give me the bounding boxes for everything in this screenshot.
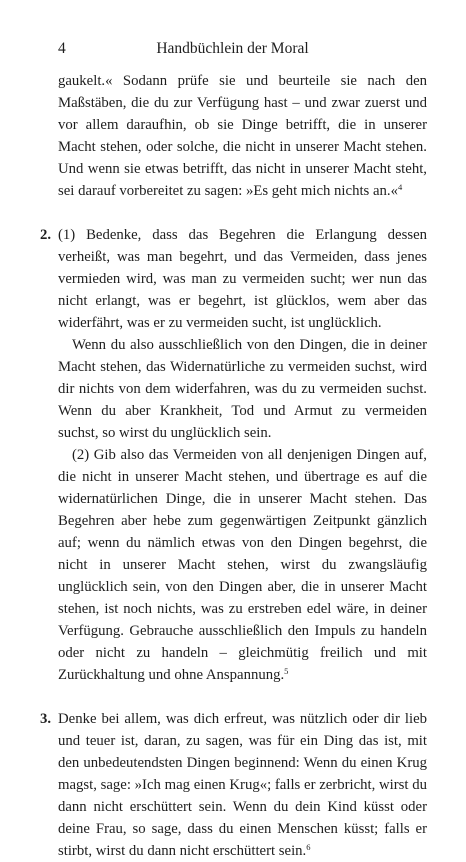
intro-paragraph <box>58 70 427 202</box>
section-number-2: 2. <box>40 227 52 243</box>
section-2-paragraph-3 <box>58 444 427 686</box>
footnote-ref-5[interactable]: 5 <box>284 666 289 676</box>
section-3 <box>40 708 427 862</box>
footnote-ref-6[interactable]: 6 <box>306 842 311 852</box>
section-2-paragraph-1: (1) Bedenke, dass das Begehren die Erlangung dessen verheißt, was man begehrt, und das Vermeiden, dass jenes vermieden wird, was man zu vermeiden sucht; wer nun das nicht erlangt, was er begehrt, ist glücklos, wem aber das widerfährt, was er zu vermeiden sucht, ist unglücklich. <box>58 227 427 331</box>
intro-text: gaukelt.« Sodann prüfe sie und beurteile sie nach den Maßstäben, die du zur Verfügung hast – und zwar zuerst und vor allem daraufhin, ob sie Dinge betrifft, die in unserer Macht stehen, oder solche, die nicht in unserer Macht stehen. Und wenn sie etwas betrifft, das nicht in unserer Macht steht, sei darauf vorbereitet zu sagen: »Es geht mich nichts an.« <box>58 73 427 199</box>
section-2 <box>40 224 427 686</box>
footnote-ref-4[interactable]: 4 <box>397 182 403 192</box>
page-header <box>38 40 427 60</box>
page-body <box>40 70 427 862</box>
section-3-paragraph-1-text: Denke bei allem, was dich erfreut, was nützlich oder dir lieb und teuer ist, daran, zu sagen, was für ein Ding das ist, mit den unbedeutendsten Dingen beginnend: Wenn du einen Krug magst, sage: »Ich mag einen Krug«; falls er zerbricht, wirst du dann nicht erschüttert sein. Wenn du dein Kind küsst oder deine Frau, so sage, dass du einen Menschen küsst; falls er stirbt, wirst du dann nicht erschüttert sein. <box>58 711 427 859</box>
section-3-paragraph-1 <box>58 708 427 862</box>
page-number: 4 <box>58 40 66 57</box>
section-2-paragraph-3-text: (2) Gib also das Vermeiden von all denjenigen Dingen auf, die nicht in unserer Macht stehen, und übertrage es auf die widernatürlichen Dinge, die in unserer Macht stehen. Das Begehren aber hebe zum gegenwärtigen Zeitpunkt gänzlich auf; wenn du nämlich etwas von den Dingen begehrst, die nicht in unserer Macht stehen, wirst du zwangsläufig unglücklich sein, von den Dingen aber, die in unserer Macht stehen, ist noch nichts, was zu erstreben edel wäre, in deiner Verfügung. Gebrauche ausschließlich den Impuls zu handeln oder nicht zu handeln – gleichmütig freilich und mit Zurückhaltung und ohne Anspannung. <box>58 447 427 683</box>
section-2-paragraph-2: Wenn du also ausschließlich von den Dingen, die in deiner Macht stehen, das Widernatürliche zu vermeiden suchst, wird dir nichts von dem widerfahren, was du zu vermeiden suchst. Wenn du aber Krankheit, Tod und Armut zu vermeiden suchst, so wirst du unglücklich sein. <box>58 337 427 441</box>
section-gap <box>58 202 427 224</box>
running-title: Handbüchlein der Moral <box>156 40 309 57</box>
section-number-3: 3. <box>40 711 52 727</box>
section-gap <box>58 686 427 708</box>
